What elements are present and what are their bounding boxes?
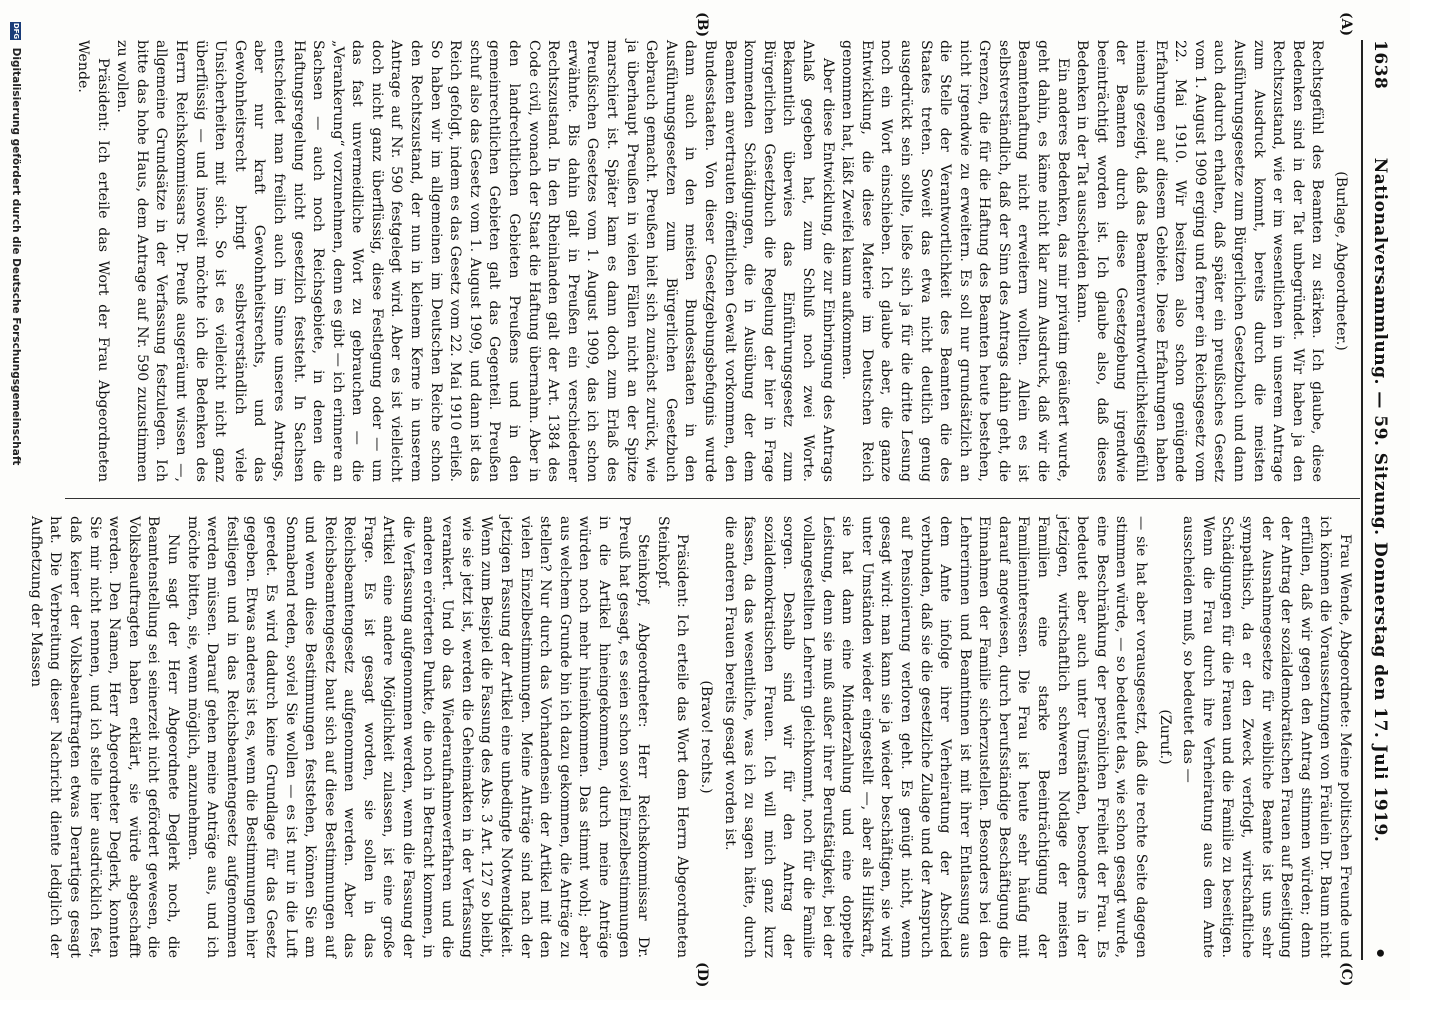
interjection: (Bravo! rechts.): [698, 680, 714, 794]
paragraph: Rechtsgefühl des Beamten zu stärken. Ich glaube, diese Bedenken sind in der Tat unbegründet. Wir haben ja den Rechtszustand, wie er im wesentlichen in unserem Antrage zum Ausdruck kommt, bereits durch die meisten Ausführungsgesetze zum Bürgerlichen Gesetzbuch und dann auch dadurch erhalten, daß später ein preußisches Gesetz vom 1. August 1909 erging und ferner ein Reichsgesetz vom 22. Mai 1910. Wir besitzen also schon genügende Erfahrungen auf diesem Gebiete. Diese Erfahrungen haben niemals gezeigt, daß das Beamtenverantwortlichkeitsgefühl der Beamten durch diese Gesetzgebung irgendwie beeinträchtigt worden ist. Ich glaube also, daß dieses Bedenken in der Tat ausscheiden kann.: [1074, 40, 1326, 482]
column-divider: [65, 498, 1360, 499]
right-column: [25, 516, 1354, 958]
page-number: 1638: [1370, 40, 1390, 90]
dfg-logo-icon: DFG: [12, 22, 21, 40]
margin-marker-d: (D): [694, 962, 710, 988]
header-dot: •: [1368, 946, 1392, 960]
paragraph: Aber diese Entwicklung, die zur Einbringung des Antrags Anlaß gegeben hat, zum Schluß noch zwei Worte. Bekanntlich überwies das Einführungsgesetz zum Bürgerlichen Gesetzbuch die Regelung der hier in Frage kommenden Schädigungen, die in Ausübung der dem Beamten anvertrauten öffentlichen Gewalt vorkommen, den Bundesstaaten. Von dieser Gesetzgebungsbefugnis wurde dann auch in den meisten Bundesstaaten in den Ausführungsgesetzen zum Bürgerlichen Gesetzbuch Gebrauch gemacht. Preußen hielt sich zunächst zurück, wie ja überhaupt Preußen in vielen Fällen nicht an der Spitze marschiert ist. Später kam es dann doch zum Erlaß des Preußischen Gesetzes vom 1. August 1909, das ich schon erwähnte. Bis dahin galt in Preußen ein verschiedener Rechtszustand. In den Rheinlanden galt der Art. 1384 des Code civil, wonach der Staat die Haftung übernahm. Aber in den landrechtlichen Gebieten Preußens und in den gemeinrechtlichen Gebieten galt das Gegenteil. Preußen schuf also das Gesetz vom 1. August 1909, und dann ist das Reich gefolgt, indem es das Gesetz vom 22. Mai 1910 erließ. So haben wir im allgemeinen im Deutschen Reiche schon den Rechtszustand, der nun in kleinem Kerne in unserem Antrage auf Nr. 590 festgelegt wird. Aber es ist vielleicht doch nicht ganz überflüssig, diese Festlegung oder — um das fast unvermeidliche Wort zu gebrauchen — die „Verankerung“ vorzunehmen, denn es gibt — ich erinnere an Sachsen — auch noch Reichsgebiete, in denen die Haftungsregelung nicht gesetzlich feststeht. In Sachsen entscheidet man freilich auch im Sinne unseres Antrags, aber nur kraft Gewohnheitsrechts, und das Gewohnheitsrecht bringt selbstverständlich viele Unsicherheiten mit sich. So ist es vielleicht nicht ganz überflüssig — und insoweit möchte ich die Bedenken des Herrn Reichskommissars Dr. Preuß ausgeräumt wissen —, allgemeine Grundsätze in der Verfassung festzulegen. Ich bitte das hohe Haus, dem Antrage auf Nr. 590 zuzustimmen zu wollen.: [114, 40, 836, 482]
running-title: Nationalversammlung. — 59. Sitzung. Donnerstag den 17. Juli 1919.: [1370, 157, 1390, 843]
paragraph: Präsident: Ich erteile das Wort der Frau Abgeordneten Wende.: [75, 40, 111, 482]
left-column: [72, 40, 1354, 482]
paragraph: Nun sagt der Herr Abgeordnete Deglerk noch, die Beamtenstellung sei seinerzeit nicht gefördert gewesen, die Volksbeauftragten haben erklärt, sie würde abgeschafft werden. Den Namen, Herr Abgeordneter Deglerk, konnten Sie mir nicht nennen, und ich stelle hier ausdrücklich fest, daß keiner der Volksbeauftragten etwas Derartiges gesagt hat. Die Verbreitung dieser Nachricht diente lediglich der Aufhetzung der Massen: [27, 516, 181, 958]
margin-marker-c: (C): [1338, 962, 1354, 987]
margin-marker-b: (B): [694, 12, 710, 38]
speaker-note: (Burlage, Abgeordneter.): [1333, 171, 1349, 351]
interjection: (Zuruf.): [1156, 709, 1173, 765]
page-header: [1364, 40, 1392, 960]
paragraph: Präsident: Ich erteile das Wort dem Herrn Abgeordneten Steinkopf.: [654, 516, 691, 958]
credit-text: Digitalisierung gefördert durch die Deutsche Forschungsgemeinschaft: [10, 47, 22, 466]
paragraph: Ein anderes Bedenken, das mir privatim geäußert wurde, geht dahin, es käme nicht klar zum Ausdruck, daß wir die Beamtenhaftung nicht erweitern wollten. Allein es ist selbstverständlich, daß der Sinn des Antrags dahin geht, die Grenzen, die für die Haftung des Beamten heute bestehen, nicht irgendwie zu erweitern. Es soll nur grundsätzlich an die Stelle der Verantwortlichkeit des Beamten die des Staates treten. Soweit das etwa nicht deutlich genug ausgedrückt sein sollte, ließe sich ja für die dritte Lesung noch ein Wort einschieben. Ich glaube aber, die ganze Entwicklung, die diese Materie im Deutschen Reich genommen hat, läßt Zweifel kaum aufkommen.: [839, 40, 1071, 482]
paragraph: Steinkopf, Abgeordneter: Herr Reichskommissar Dr. Preuß hat gesagt, es seien schon soviel Einzelbestimmungen in die Artikel hineingekommen, durch meine Anträge würden noch mehr hineinkommen. Das stimmt wohl; aber aus welchem Grunde bin ich dazu gekommen, die Anträge zu stellen? Nur durch das Vorhandensein der Artikel mit den vielen Einzelbestimmungen. Meine Anträge sind nach der jetzigen Fassung der Artikel eine unbedingte Notwendigkeit. Wenn zum Beispiel die Fassung des Abs. 3 Art. 127 so bleibt, wie sie jetzt ist, werden die Geheimakten in der Verfassung verankert. Und ob das Wiederaufnahmeverfahren und die anderen erörterten Punkte, die noch in Betracht kommen, in die Verfassung aufgenommen werden, wenn die Fassung der Artikel eine andere Möglichkeit zulassen, ist eine große Frage. Es ist gesagt worden, sie sollen in das Reichsbeamtengesetz aufgenommen werden. Aber das Reichsbeamtengesetz baut sich auf diese Bestimmungen auf und wenn diese Bestimmungen feststehen, können Sie am Sonnabend reden, soviel Sie wollen — es ist nur in die Luft geredet. Es wird dadurch keine Grundlage für das Gesetz gegeben. Etwas anderes ist es, wenn die Bestimmungen hier festliegen und in das Reichsbeamtengesetz aufgenommen werden müssen. Darauf gehen meine Anträge aus, und ich möchte bitten, sie, wenn möglich, anzunehmen.: [184, 516, 652, 958]
margin-marker-a: (A): [1338, 12, 1354, 37]
paragraph: — sie hat aber vorausgesetzt, daß die rechte Seite dagegen stimmen würde, — so bedeutet das, wie schon gesagt wurde, eine Beschränkung der persönlichen Freiheit der Frau. Es bedeutet aber auch unter Umständen, besonders in der jetzigen, wirtschaftlich schweren Notlage der meisten Familien eine starke Beeinträchtigung der Familieninteressen. Die Frau ist heute sehr häufig mit darauf angewiesen, durch berufsständige Beschäftigung die Einnahmen der Familie sicherzustellen. Besonders bei den Lehrerinnen und Beamtinnen ist mit ihrer Entlassung aus dem Amte infolge ihrer Verheiratung der Abschied verbunden, daß sie die gesetzliche Zulage und der Anspruch auf Pensionierung verloren geht. Es genügt nicht, wenn gesagt wird: man kann sie ja wieder beschäftigen, sie wird unter Umständen wieder eingestellt —, aber als Hilfskraft, sie hat dann eine Minderzahlung und eine doppelte Leistung, denn sie muß außer ihrer Berufstätigkeit, bei der vollangestellten Lehrerin gleichkommt, noch für die Familie sorgen. Deshalb sind wir für den Antrag der sozialdemokratischen Frauen. Ich will mich ganz kurz fassen, da das wesentliche, was ich zu sagen hätte, durch die anderen Frauen bereits gesagt worden ist.: [721, 516, 1150, 958]
digitization-credit: [10, 0, 22, 1022]
paragraph: Frau Wende, Abgeordnete: Meine politischen Freunde und ich können die Voraussetzungen von Fräulein Dr. Baum nicht erfüllen, daß wir gegen den Antrag stimmen würden; denn der Antrag der sozialdemokratischen Frauen auf Beseitigung der Ausnahmegesetze für weibliche Beamte ist uns sehr sympathisch, da er den Zweck verfolgt, wirtschaftliche Schädigungen für die Frauen und die Familie zu beseitigen. Wenn die Frau durch ihre Verheiratung aus dem Amte ausscheiden muß, so bedeutet das —: [1180, 516, 1353, 958]
header-rule: [1361, 40, 1363, 960]
